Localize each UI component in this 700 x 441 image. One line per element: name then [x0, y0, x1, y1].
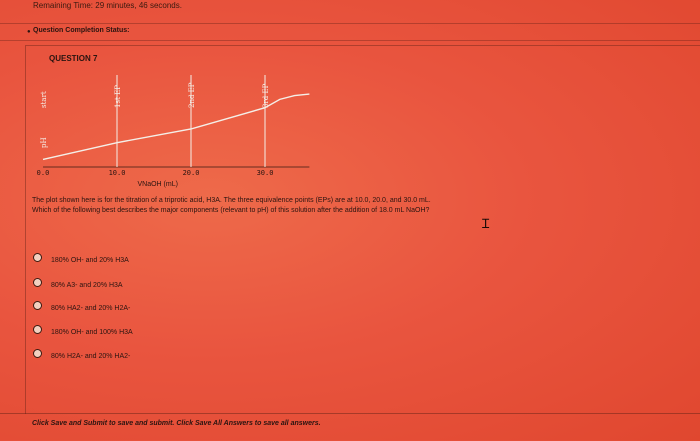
x-axis-label: VNaOH (mL)	[137, 181, 178, 188]
question-text-line1: The plot shown here is for the titration of a triprotic acid, H3A. The three equivalence points (EPs) are at 10.0, 20.0, and 30.0 mL.	[32, 197, 431, 204]
save-instructions: Click Save and Submit to save and submit. Click Save All Answers to save all answers.	[32, 420, 321, 427]
marker-label: 3rd EP	[262, 83, 270, 108]
option-label: 80% H2A- and 20% HA2-	[51, 353, 131, 360]
radio-button[interactable]	[33, 349, 42, 358]
option-label: 80% HA2- and 20% H2A-	[51, 305, 131, 312]
y-axis-label: pH	[40, 137, 48, 148]
radio-button[interactable]	[33, 325, 42, 334]
answer-option-5[interactable]	[33, 349, 130, 358]
text-cursor-icon: Ɪ	[482, 216, 490, 231]
answer-option-2[interactable]	[33, 278, 123, 287]
completion-status-label: Question Completion Status:	[33, 27, 130, 34]
footer-bar	[0, 413, 700, 441]
answer-option-4[interactable]	[33, 325, 133, 334]
x-tick-label: 20.0	[182, 169, 200, 177]
question-number: QUESTION 7	[49, 54, 98, 63]
radio-button[interactable]	[33, 301, 42, 310]
answer-option-3[interactable]	[33, 301, 130, 310]
remaining-time: Remaining Time: 29 minutes, 46 seconds.	[33, 1, 182, 10]
marker-label: 1st EP	[114, 85, 122, 108]
option-label: 80% A3- and 20% H3A	[51, 282, 123, 289]
x-tick-label: 10.0	[108, 169, 126, 177]
x-tick-label: 0.0	[36, 169, 50, 177]
radio-button[interactable]	[33, 278, 42, 287]
marker-label: start	[40, 91, 48, 108]
expand-icon[interactable]: ●	[27, 29, 31, 35]
option-label: 180% OH- and 100% H3A	[51, 329, 133, 336]
marker-label: 2nd EP	[188, 82, 196, 108]
x-tick-label: 30.0	[256, 169, 274, 177]
answer-option-1[interactable]	[33, 253, 129, 262]
radio-button[interactable]	[33, 253, 42, 262]
question-text-line2: Which of the following best describes the major components (relevant to pH) of this solution after the addition of 18.0 mL NaOH?	[32, 207, 430, 214]
option-label: 180% OH- and 20% H3A	[51, 257, 129, 264]
